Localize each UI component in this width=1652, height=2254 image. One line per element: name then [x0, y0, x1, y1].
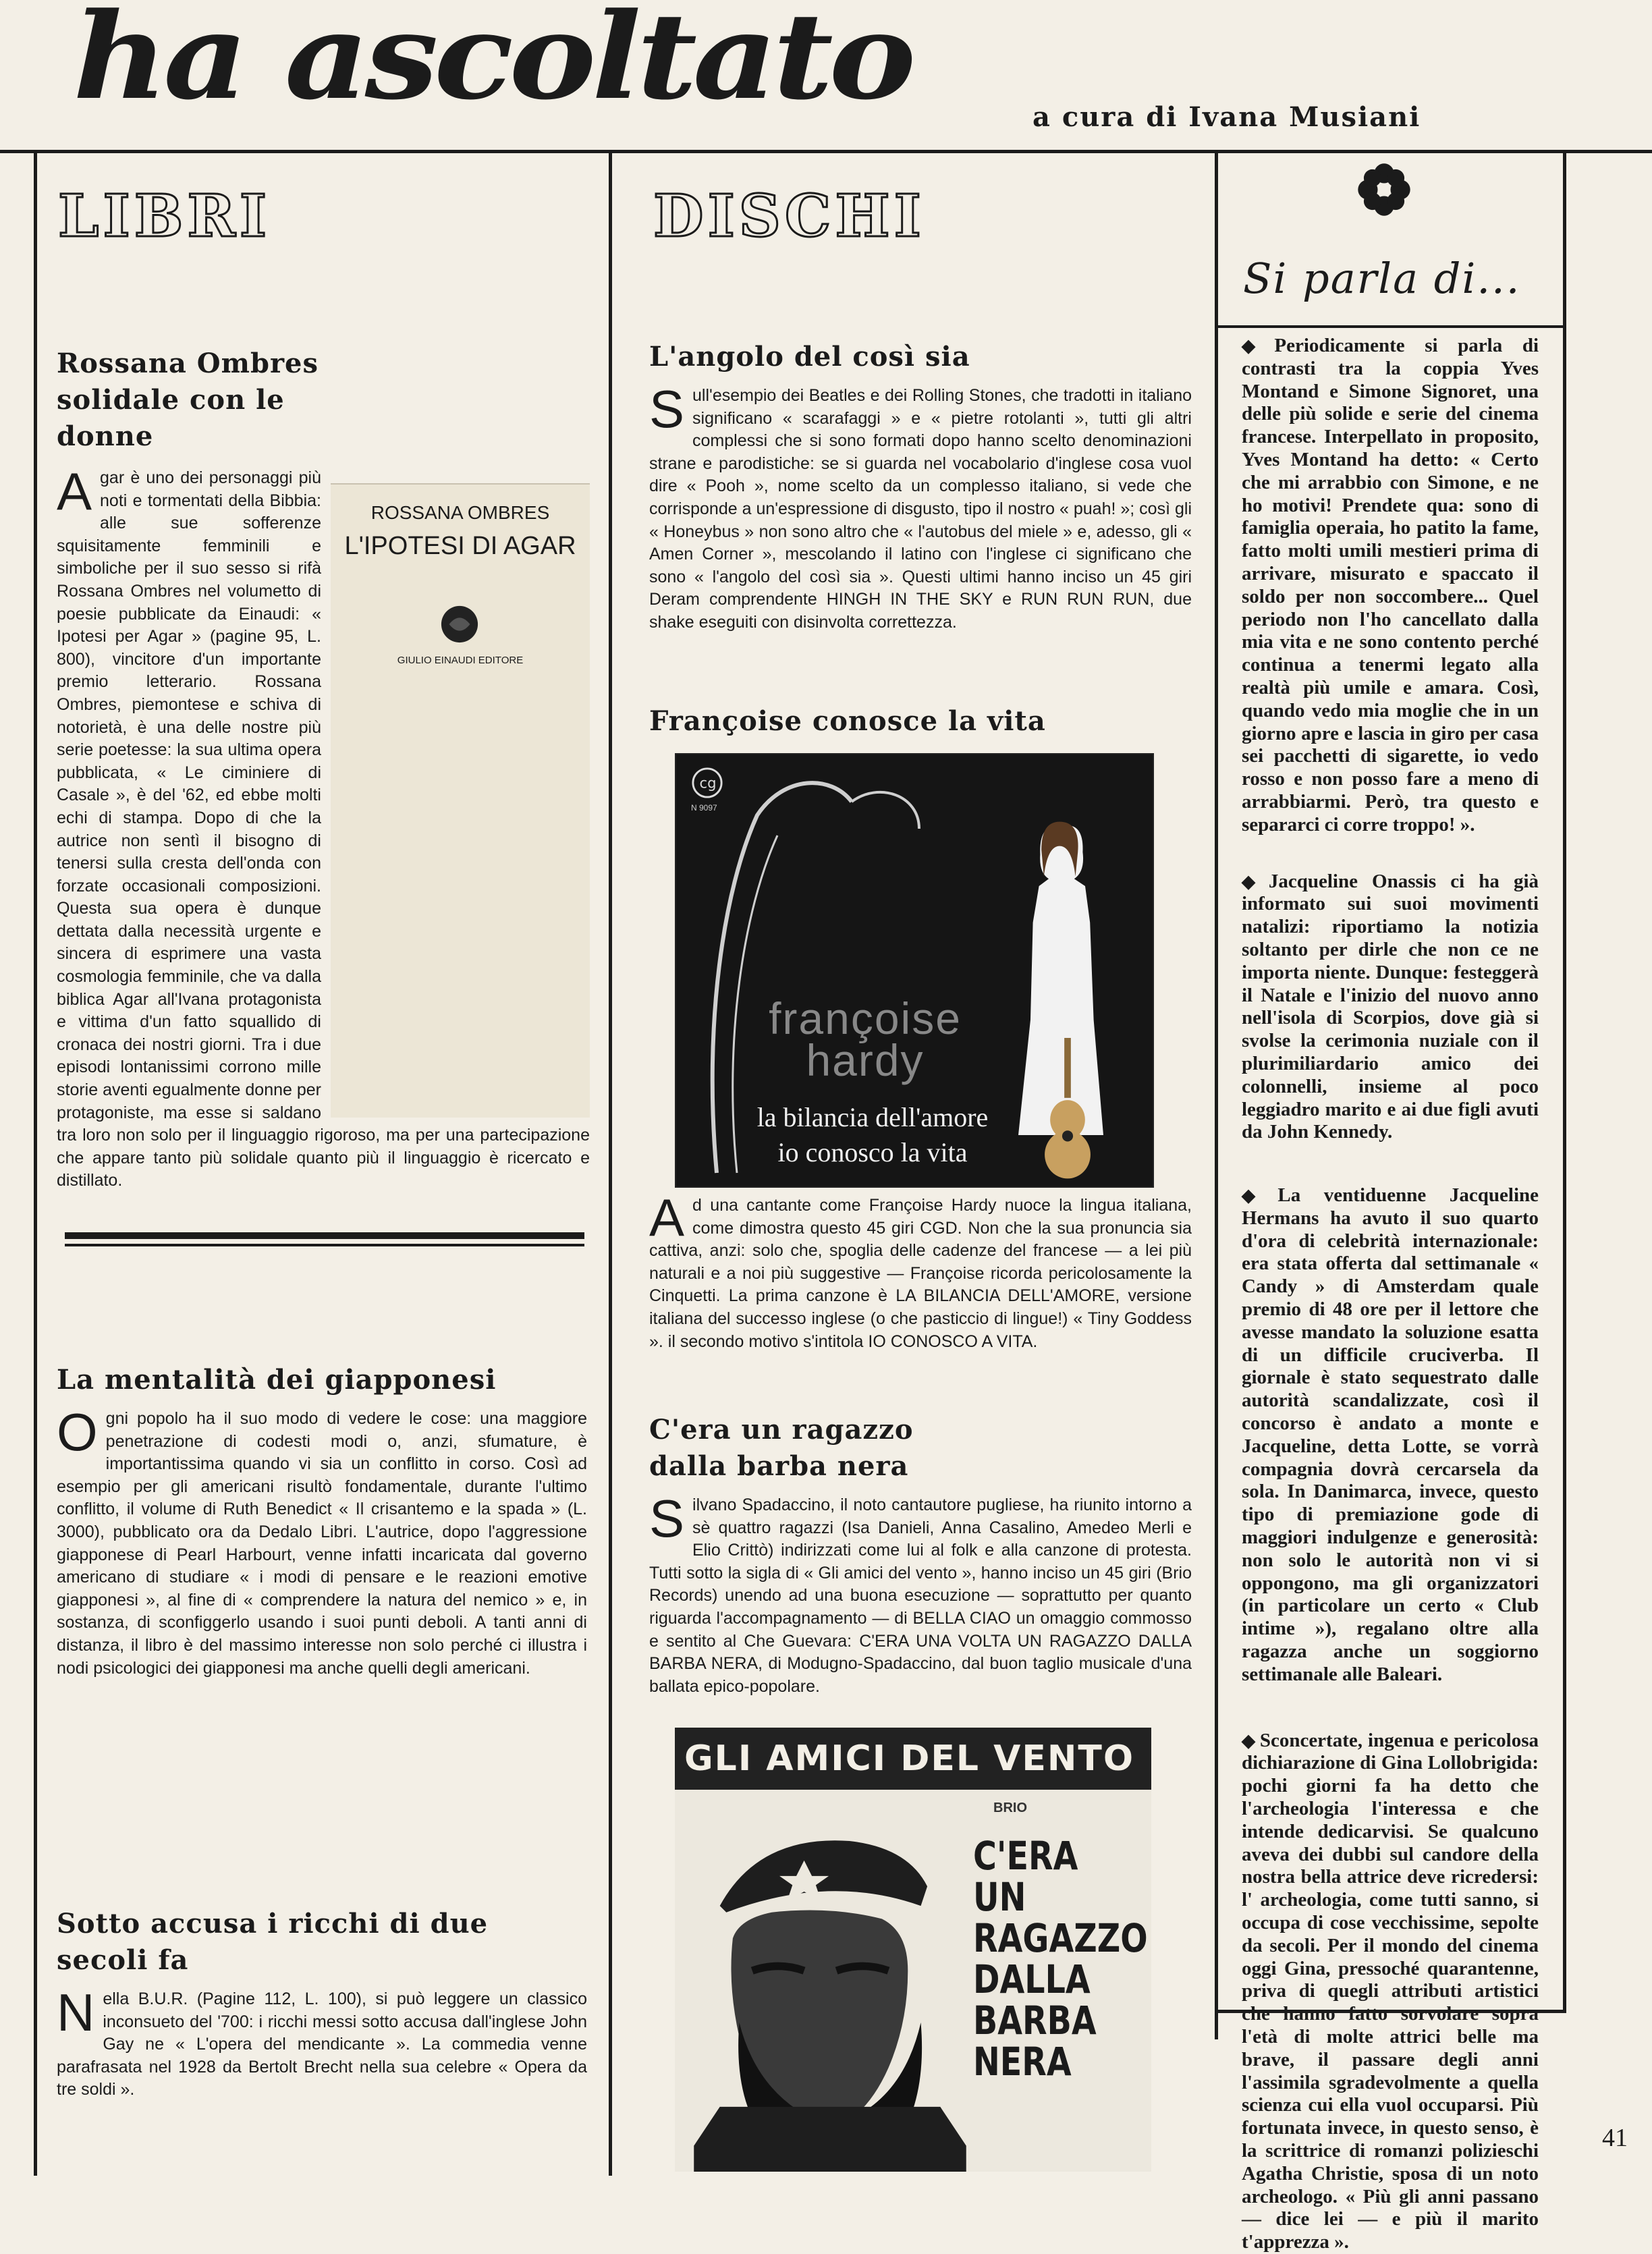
- dischi-article-hardy-body: [649, 1188, 1192, 1353]
- cover-author: ROSSANA OMBRES: [370, 502, 550, 523]
- cover-title-line: DALLA: [973, 1956, 1091, 2002]
- article-title: La mentalità dei giapponesi: [57, 1364, 497, 1396]
- item-gap: [1242, 1686, 1539, 1730]
- cover-title-line: BARBA: [973, 1998, 1097, 2043]
- column-border-left: [34, 150, 37, 2176]
- cover-artist-name: françoise hardy: [769, 993, 962, 1085]
- si-parla-list: [1242, 335, 1539, 2254]
- si-parla-item: ◆ Jacqueline Onassis ci ha già informato sui suoi movimenti natalizi: riportiamo la notizia soltanto per dirle che non ce ne importa niente. Dunque: festeggerà il Natale e l'inizio del nuovo anno nell'isola di Scorpios, dove già si svolse la cerimonia nuziale con il plurimiliardario amico dei colonnelli, insieme al poco leggiadro marito e ai due figli avuti da John Kennedy.: [1242, 870, 1539, 1143]
- drop-cap: S: [649, 379, 685, 439]
- article-title: Rossana Ombres solidale con le donne: [57, 348, 319, 452]
- libri-separator: [65, 1232, 584, 1239]
- flower-ornament-icon: [1355, 161, 1413, 219]
- libri-article-giapponesi: [57, 1362, 587, 1680]
- article-title: Françoise conosce la vita: [649, 705, 1046, 737]
- drop-cap: O: [57, 1402, 98, 1462]
- item-gap: [1242, 837, 1539, 871]
- article-title: L'angolo del così sia: [649, 341, 970, 373]
- book-cover-ipotesi-di-agar: [331, 483, 590, 1118]
- cover-title-line: NERA: [973, 2039, 1072, 2085]
- column-divider-2: [1215, 150, 1218, 2039]
- drop-cap: A: [649, 1188, 685, 1247]
- byline: a cura di Ivana Musiani: [1032, 101, 1421, 133]
- page-number: 41: [1602, 2124, 1628, 2152]
- record-cover-francoise-hardy: [675, 753, 1154, 1188]
- si-parla-item: ◆ Sconcertate, ingenua e pericolosa dichiarazione di Gina Lollobrigida: pochi giorni fa ha detto che l'archeologia l'interessa e che intende dedicarvisi. Se qualcuno aveva dei dubbi sul candore della nostra bella attrice deve ricredersi: l' archeologia, come tutti sanno, si occupa di cose vecchissime, sepolte da secoli. Per il mondo del cinema oggi Gina, pressoché quarantenne, priva di quegli attributi artistici che hanno fatto sorvolare sopra l'età di molte attrici belle ma brave, il passare degli anni l'assimila sgradevolmente a quella scienza cui ella vuol occuparsi. Più fortunata invece, in questo senso, è la scrittrice di romanzi polizieschi Agatha Christie, sposa di un noto archeologo. « Più gli anni passano — dice lei — e più il marito t'apprezza ».: [1242, 1729, 1539, 2253]
- guitar-icon: [1034, 1038, 1101, 1180]
- dischi-article-ragazzo: [649, 1412, 1192, 1698]
- cover-song-1: la bilancia dell'amore: [756, 1102, 989, 1132]
- libri-article-ombres: [57, 346, 590, 1192]
- cover-song-2: io conosco la vita: [777, 1137, 968, 1167]
- record-cover-amici-del-vento: [675, 1728, 1151, 2172]
- dischi-article-amen-corner: [649, 339, 1192, 634]
- si-parla-box-right: [1563, 150, 1566, 2012]
- article-title: C'era un ragazzo dalla barba nera: [649, 1414, 914, 1482]
- cover-title-lines: [973, 1833, 1148, 2085]
- dischi-article-hardy: [649, 703, 1192, 740]
- cover-band-name: GLI AMICI DEL VENTO: [684, 1738, 1135, 1779]
- item-gap: [1242, 1144, 1539, 1184]
- diamond-bullet-icon: ◆: [1242, 336, 1271, 356]
- cover-title-line: RAGAZZO: [973, 1915, 1148, 1961]
- diamond-bullet-icon: ◆: [1242, 1186, 1274, 1206]
- article-body: d una cantante come Françoise Hardy nuoce la lingua italiana, come dimostra questo 45 giri CGD. Non che la sua pronuncia sia cattiva, anzi: solo che, spoglia delle cadenze del francese — a lei più naturali e a noi più suggestive — Françoise ricorda pericolosamente la Cinquetti. La prima canzone è LA BILANCIA DELL'AMORE, versione italiana del successo inglese (o che pasticcio di lingue!) « Tiny Goddess ». il secondo motivo s'intitola IO CONOSCO A VITA.: [649, 1196, 1192, 1351]
- cover-title-line: C'ERA: [973, 1833, 1078, 1879]
- article-body: ull'esempio dei Beatles e dei Rolling Stones, che tradotti in italiano significano « scarafaggi » e « pietre rotolanti », tutti gli altri complessi che si sono formati dopo hanno scelto denominazioni strane e parodistiche: se si guarda nel vocabolario d'inglese cosa vuol dire « Pooh », nome scelto da un complesso italiano, si vede che corrisponde a un'espressione di disgusto, tipo il nostro « puah! »; così gli « Honeybus » non sono altro che « l'autobus del miele » e, adesso, gli « Amen Corner », mescolando il latino con l'inglese ci significano che sono « l'angolo del così sia ». Questi ultimi hanno inciso un 45 giri Deram comprendente HINGH IN THE SKY e RUN RUN RUN, due shake eseguiti con disinvolta correttezza.: [649, 386, 1192, 632]
- article-title: Sotto accusa i ricchi di due secoli fa: [57, 1908, 489, 1976]
- article-body: ella B.U.R. (Pagine 112, L. 100), si può leggere un classico inconsueto del '700: i ricchi messi sotto accusa dall'inglese John Gay ne « L'opera del mendicante ». La commedia venne parafrasata nel 1928 da Bertolt Brecht nella sua celebre « Opera da tre soldi ».: [57, 1989, 587, 2099]
- cover-title: L'IPOTESI DI AGAR: [344, 532, 576, 560]
- article-body: gni popolo ha il suo modo di vedere le cose: una maggiore penetrazione di codesti modi o, anzi, sfumature, è importantissima quando vi sia un conflitto in corso. Così ad esempio per gli americani risultò fondamentale, durante l'ultimo conflitto, il volume di Ruth Benedict « Il crisantemo e la spada » (L. 3000), pubblicato ora da Dedalo Libri. L'autrice, dopo l'aggressione giapponese di Pearl Harbourt, venne infatti incaricata dal governo americano di studiare « i modi di pensare e le reazioni emotive giapponesi », al fine di « comprendere la natura del nemico » e, in sostanza, di sconfiggerlo usando i suoi punti deboli. A tanti anni di distanza, il libro è del massimo interesse non solo perché ci illustra i nodi psicologici dei giapponesi ma anche quelli degli americani.: [57, 1409, 587, 1678]
- si-parla-item: ◆ Periodicamente si parla di contrasti tra la coppia Yves Montand e Simone Signoret, una delle più solide e serie del cinema francese. Interpellato in proposito, Yves Montand ha detto: « Certo che mi arrabbio con Simone, e ne ho motivi! Prendete qua: sono di famiglia operaia, ho patito la fame, fatto molti umili mestieri prima di arrivare, misurato e spaccato il soldo per non soccombere... Quel periodo non l'ho cancellato dalla mia vita e ne sono contento perché continua a tenermi legato alla realtà più umile e amara. Così, quando vedo mia moglie che in un giorno apre e lascia in giro per casa sei pacchetti di sigarette, io vedo rosso e non posso fare a meno di arrabbiarmi. Però, tra questo e separarci ci corre troppo! ».: [1242, 335, 1539, 835]
- drop-cap: A: [57, 462, 92, 521]
- si-parla-item: ◆ La ventiduenne Jacqueline Hermans ha avuto il suo quarto d'ora di celebrità internazionale: era stata offerta dal settimanale « Candy » di Amsterdam quale premio di 48 ore per il lettore che avesse mandato la soluzione esatta di un difficile cruciverba. Il giornale è stato sequestrato dalle autorità scandalizzate, così il concorso è andato a monte e Jacqueline, detta Lotte, se vorrà compagnia dovrà cercarsela da sola. In Danimarca, invece, questo tipo di premiazione gode di maggiori indulgenze e generosità: non solo le autorità non vi si oppongono, ma gli organizzatori (in particolare un certo « Club intime »), regalano oltre alla ragazza anche un soggiorno settimanale alle Baleari.: [1242, 1184, 1539, 1685]
- label-code: N 9097: [691, 803, 717, 813]
- article-body: gar è uno dei personaggi più noti e tormentati della Bibbia: alle sue sofferenze squisitamente femminili e simboliche per il suo sesso si rifà Rossana Ombres nel volumetto di poesie pubblicate da Einaudi: « Ipotesi per Agar » (pagine 95, L. 800), vincitore d'un importante premio letterario. Rossana Ombres, piemontese e schiva di notorietà, è una delle nostre più serie poetesse: la sua ultima opera pubblicata, « Le ciminiere di Casale », è del '62, ed ebbe molti echi di stampa. Dopo di che la autrice non sentì il bisogno di tenersi sulla cresta dell'onda con forzate occasionali composizioni. Questa sua opera è dunque dettata dalla necessità urgente e sincera di esprimere una vasta cosmologia femminile, che va dalla biblica Agar all'Ivana protagonista e vittima d'un fatto squallido di cronaca dei nostri giorni. Tra i due episodi lontanissimi corrono mille storie aventi egualmente donne per protagoniste, ma esse si saldano tra loro non solo per il linguaggio rigoroso, ma per una partecipazione che appare tanto più solidale quanto più il linguaggio è ricercato e distillato.: [57, 468, 590, 1190]
- si-parla-header-rule: [1215, 325, 1566, 328]
- section-dischi: DISCHI: [653, 182, 925, 250]
- drop-cap: S: [649, 1489, 685, 1548]
- diamond-bullet-icon: ◆: [1242, 871, 1265, 891]
- column-divider-1: [609, 150, 612, 2176]
- section-libri: LIBRI: [58, 182, 271, 250]
- section-si-parla: Si parla di...: [1243, 254, 1521, 303]
- libri-separator-thin: [65, 1244, 584, 1246]
- libri-article-sotto-accusa: [57, 1906, 587, 2101]
- cover-label: BRIO: [993, 1801, 1027, 1815]
- svg-text:cg: cg: [699, 774, 717, 792]
- article-body: ilvano Spadaccino, il noto cantautore pugliese, ha riunito intorno a sè quattro ragazzi (Isa Danieli, Anna Casalino, Amedeo Merli e Elio Crittò) indirizzati come lui al folk e alla canzone di protesta. Tutti sotto la sigla di « Gli amici del vento », hanno inciso un 45 giri (Brio Records) unendo ad una buona esecuzione — soprattutto per quanto riguarda l'accompagnamento — di BELLA CIAO un omaggio commosso e sentito al Che Guevara: C'ERA UNA VOLTA UN RAGAZZO DALLA BARBA NERA, di Modugno-Spadaccino, dal buon taglio musicale d'una ballata epico-popolare.: [649, 1495, 1192, 1696]
- diamond-bullet-icon: ◆: [1242, 1730, 1256, 1751]
- cover-publisher: GIULIO EINAUDI EDITORE: [397, 655, 524, 666]
- cover-title-line: UN: [973, 1874, 1026, 1920]
- header-rule: [0, 150, 1652, 153]
- che-guevara-portrait: [688, 1809, 972, 2172]
- drop-cap: N: [57, 1983, 95, 2042]
- publisher-logo-icon: [440, 605, 479, 644]
- masthead-title: ha ascoltato: [73, 0, 912, 126]
